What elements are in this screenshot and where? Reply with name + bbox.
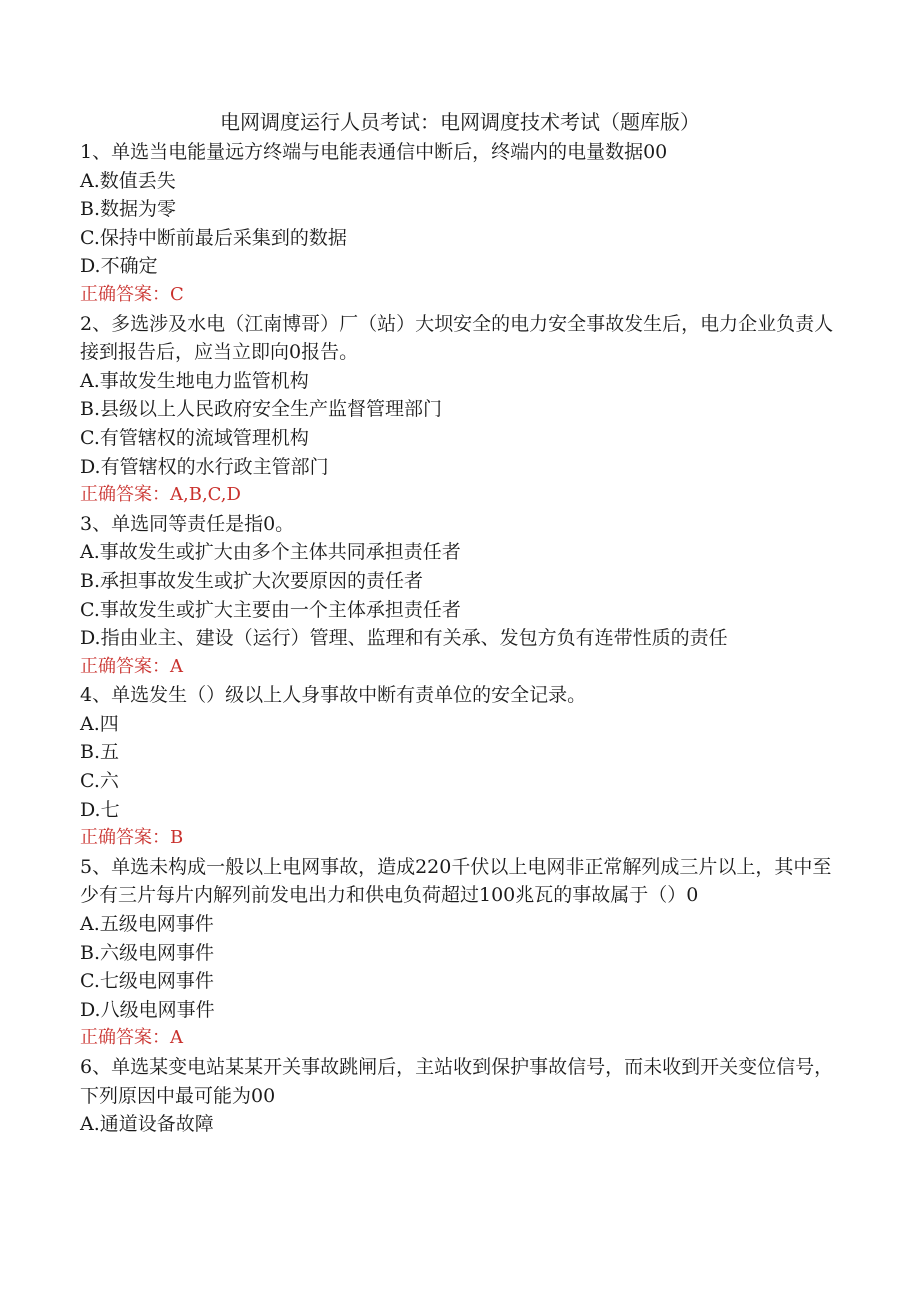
option-c: C.六: [80, 770, 119, 793]
correct-answer: [80, 481, 840, 510]
option-a: A.五级电网事件: [80, 913, 214, 936]
option-c: C.七级电网事件: [80, 970, 214, 993]
question-stem: 1、单选当电能量远方终端与电能表通信中断后，终端内的电量数据00: [80, 141, 668, 163]
option-a: A.事故发生或扩大由多个主体共同承担责任者: [80, 541, 461, 564]
option-d: D.指由业主、建设（运行）管理、监理和有关承、发包方负有连带性质的责任: [80, 627, 728, 650]
question-5: [80, 853, 840, 1053]
correct-answer: [80, 1024, 840, 1053]
question-stem: 4、单选发生（）级以上人身事故中断有责单位的安全记录。: [80, 684, 587, 707]
answer-value: A,B,C,D: [170, 484, 241, 506]
question-4: [80, 681, 840, 853]
question-2: [80, 310, 840, 510]
answer-label: 正确答案：: [80, 827, 170, 849]
question-stem: 5、单选未构成一般以上电网事故，造成220千伏以上电网非正常解列成三片以上，其中至少有三片每片内解列前发电出力和供电负荷超过100兆瓦的事故属于（）0: [80, 855, 832, 907]
option-d: D.有管辖权的水行政主管部门: [80, 455, 329, 478]
correct-answer: [80, 653, 840, 682]
question-stem: 6、单选某变电站某某开关事故跳闸后，主站收到保护事故信号，而未收到开关变位信号，下列原因中最可能为00: [80, 1056, 834, 1107]
question-stem: 3、单选同等责任是指0。: [80, 512, 295, 535]
option-c: C.保持中断前最后采集到的数据: [80, 226, 347, 249]
option-c: C.有管辖权的流域管理机构: [80, 426, 309, 449]
answer-label: 正确答案：: [80, 655, 170, 677]
answer-label: 正确答案：: [80, 484, 170, 506]
option-b: B.县级以上人民政府安全生产监督管理部门: [80, 398, 443, 421]
option-d: D.七: [80, 798, 120, 821]
option-b: B.五: [80, 741, 120, 764]
option-c: C.事故发生或扩大主要由一个主体承担责任者: [80, 598, 461, 621]
option-b: B.数据为零: [80, 198, 177, 221]
document-page: [80, 108, 840, 1139]
option-b: B.六级电网事件: [80, 941, 215, 964]
answer-label: 正确答案：: [80, 283, 170, 305]
correct-answer: [80, 281, 840, 310]
document-title: 电网调度运行人员考试：电网调度技术考试（题库版）: [220, 110, 700, 134]
correct-answer: [80, 824, 840, 853]
option-d: D.不确定: [80, 255, 158, 278]
answer-value: C: [170, 283, 184, 305]
option-a: A.数值丢失: [80, 169, 176, 192]
answer-value: A: [170, 1027, 183, 1049]
option-a: A.四: [80, 712, 119, 735]
answer-value: A: [170, 655, 183, 677]
option-a: A.事故发生地电力监管机构: [80, 369, 309, 392]
question-stem: 2、多选涉及水电（江南博哥）厂（站）大坝安全的电力安全事故发生后，电力企业负责人接到报告后，应当立即向0报告。: [80, 312, 834, 364]
option-a: A.通道设备故障: [80, 1113, 214, 1136]
answer-label: 正确答案：: [80, 1027, 170, 1049]
question-1: [80, 138, 840, 310]
question-6: [80, 1053, 840, 1139]
answer-value: B: [170, 827, 184, 849]
option-b: B.承担事故发生或扩大次要原因的责任者: [80, 569, 424, 592]
option-d: D.八级电网事件: [80, 998, 215, 1021]
question-3: [80, 510, 840, 682]
